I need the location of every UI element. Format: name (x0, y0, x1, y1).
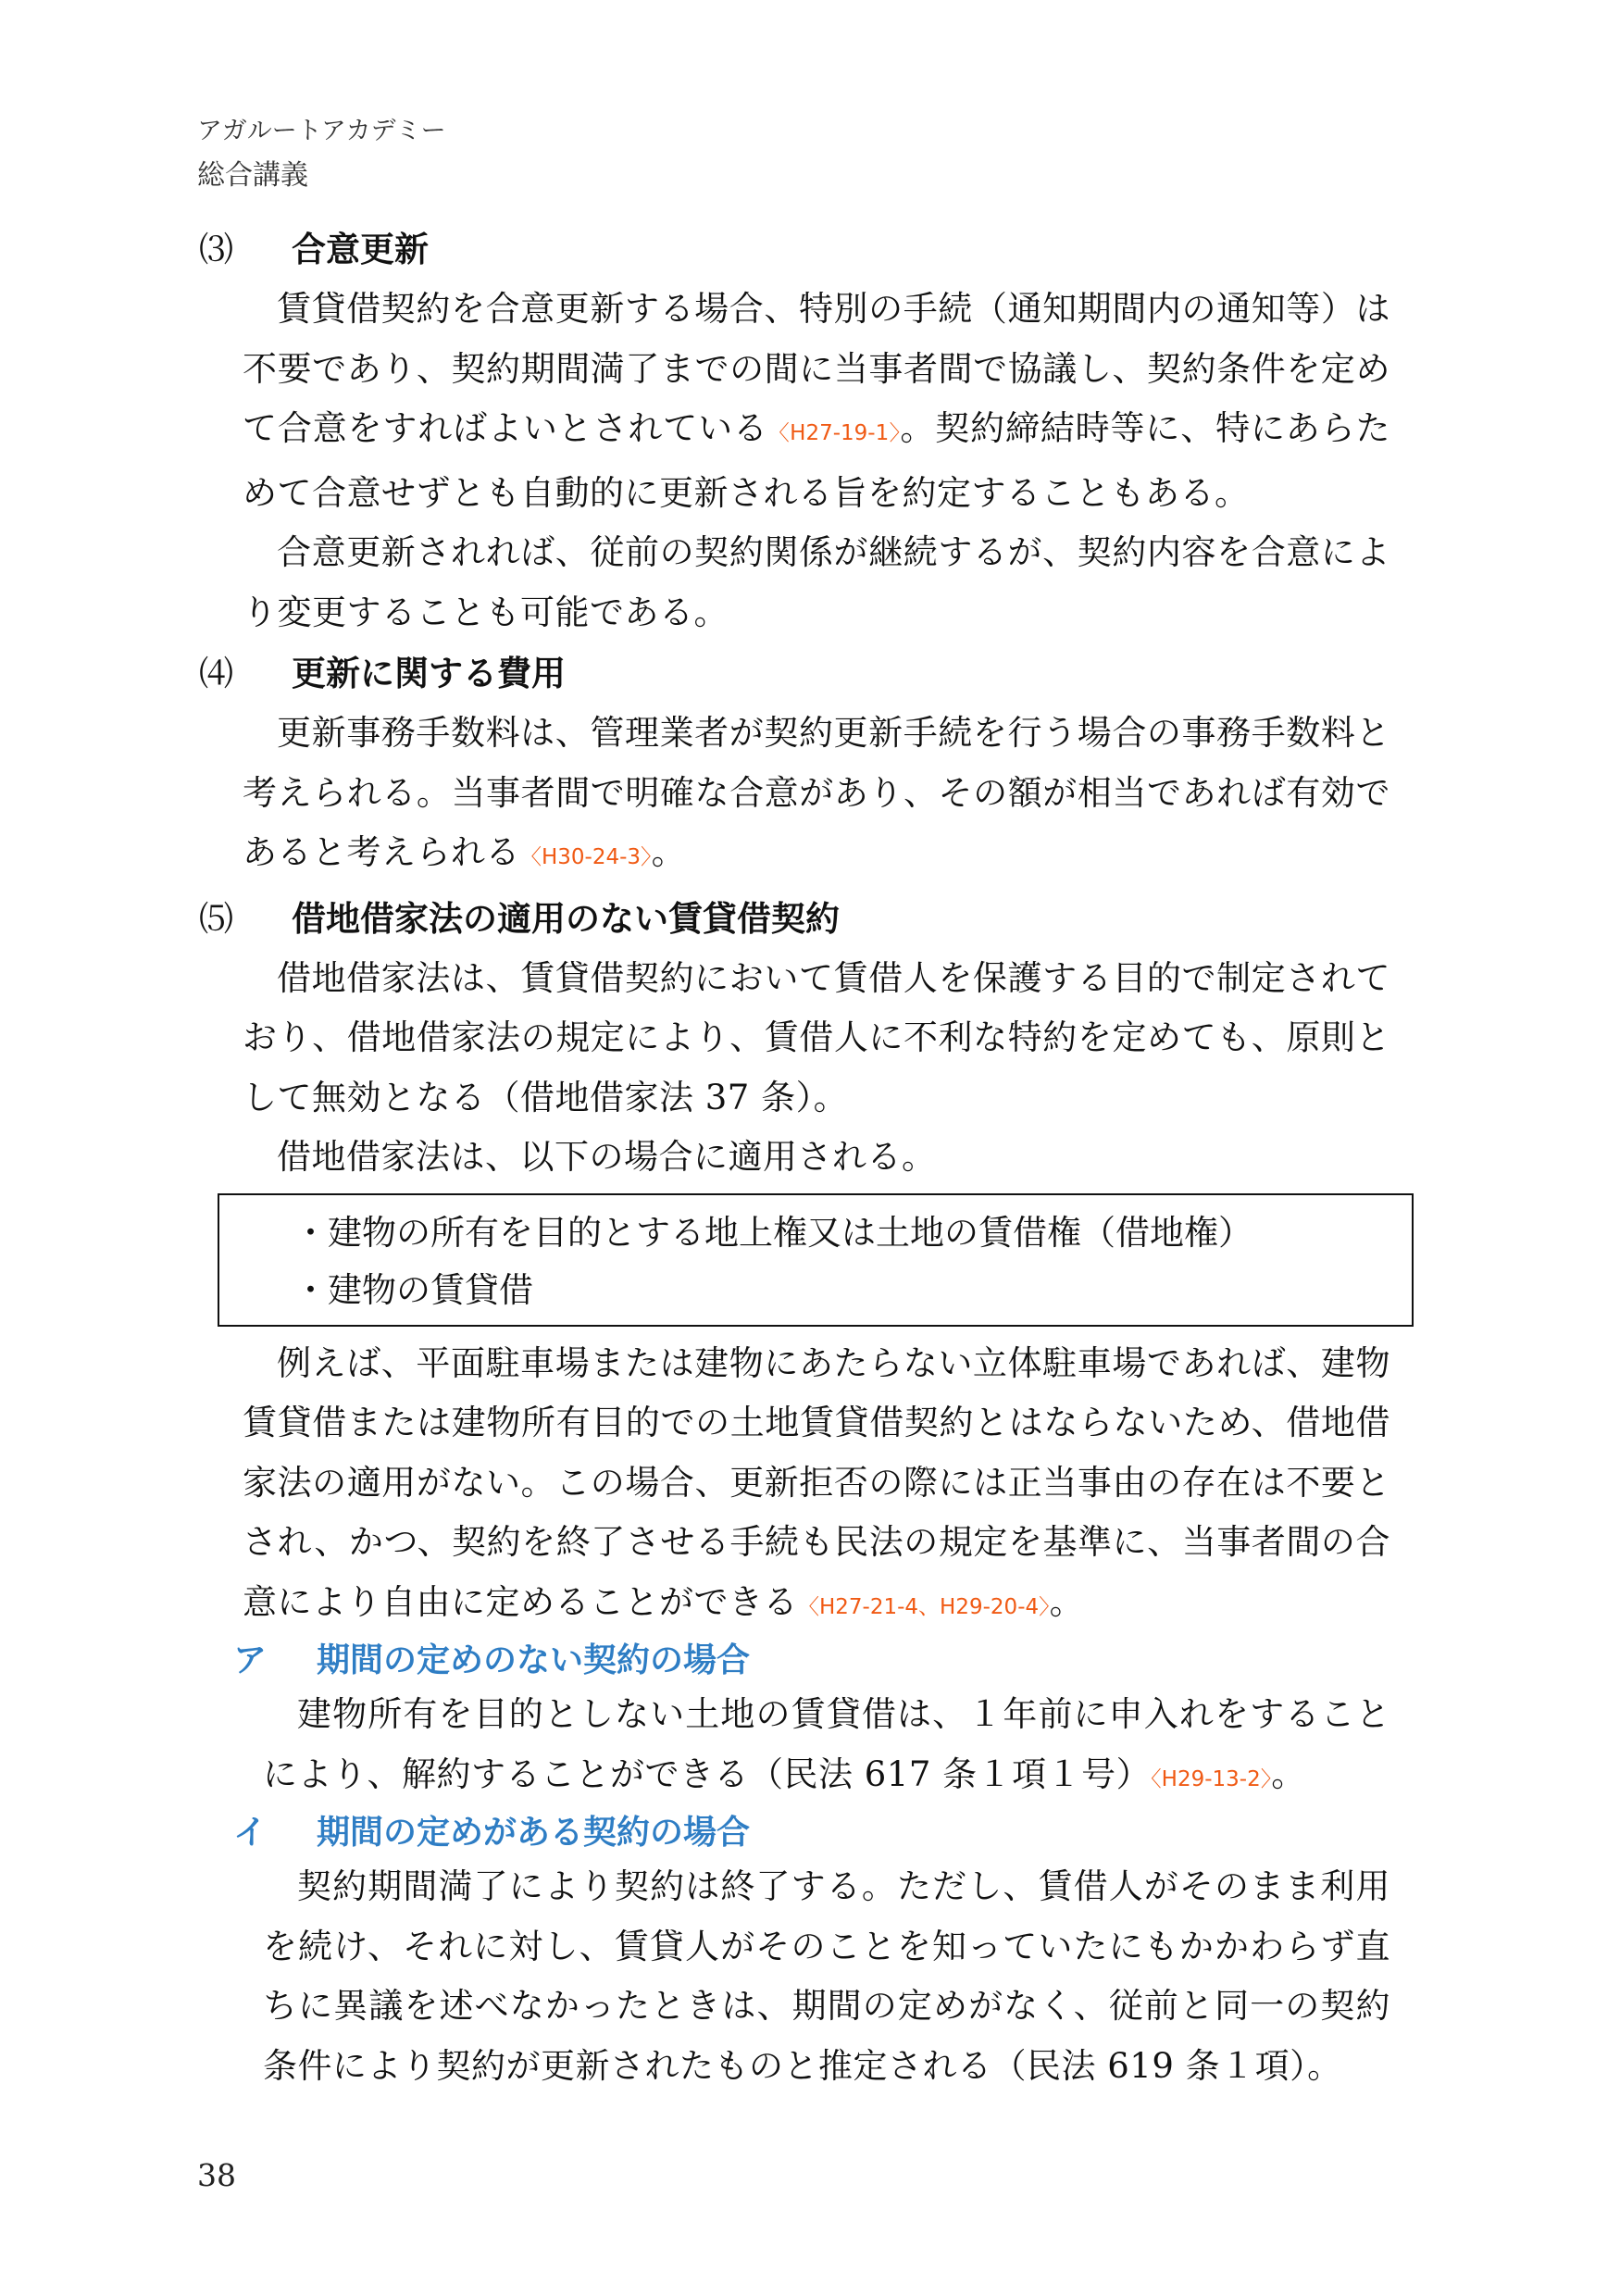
section-4-title: 更新に関する費用 (292, 654, 566, 693)
running-header (197, 109, 446, 198)
subsection-a-title: 期間の定めのない契約の場合 (317, 1641, 751, 1679)
box-item-building-lease: ・建物の賃貸借 (293, 1269, 533, 1310)
subsection-a-heading (233, 1637, 1390, 1685)
subsection-i-heading (233, 1809, 1390, 1857)
subsection-a-paragraph (263, 1685, 1390, 1809)
exam-reference: 〈H27-21-4、H29-20-4〉 (798, 1594, 1050, 1619)
section-5-paragraph-2: 借地借家法は、以下の場合に適用される。 (277, 1137, 937, 1177)
exam-reference: 〈H27-19-1〉 (767, 421, 901, 445)
section-5-p3-text-cont: 。 (1049, 1581, 1085, 1622)
subsection-i-paragraph: 契約期間満了により契約は終了する。ただし、賃借人がそのまま利用を続け、それに対し、賃貸人がそのことを知っていたにもかかわらず直ちに異議を述べなかったときは、期間の定めがなく、従前と同一の契約条件により契約が更新されたものと推定される（民法 619 条１項）。 (263, 1866, 1390, 2086)
section-4-paragraph-1 (243, 704, 1390, 888)
section-3-number: ⑶ (199, 230, 233, 269)
applicability-box (218, 1193, 1414, 1327)
section-3-paragraph-2: 合意更新されれば、従前の契約関係が継続するが、契約内容を合意により変更することも可能である。 (243, 532, 1390, 632)
main-content (199, 218, 1391, 2096)
section-4-p1-text-cont: 。 (651, 832, 687, 872)
section-5-paragraph-3 (243, 1334, 1390, 1638)
publisher-name: アガルートアカデミー (197, 117, 446, 145)
subsection-a-marker: ア (233, 1641, 268, 1679)
subsection-a-text: 建物所有を目的としない土地の賃貸借は、１年前に申入れをすることにより、解約することができる（民法 617 条１項１号） (263, 1694, 1390, 1794)
section-3-paragraph-1 (243, 280, 1390, 523)
section-3-p1-text-cont: 。契約締結時等に、特にあらためて合意せずとも自動的に更新される旨を約定することもある。 (243, 408, 1391, 513)
page-number: 38 (197, 2157, 236, 2193)
subsection-a-text-cont: 。 (1271, 1753, 1306, 1794)
section-4-p1-text: 更新事務手数料は、管理業者が契約更新手続を行う場合の事務手数料と考えられる。当事者間で明確な合意があり、その額が相当であれば有効であると考えられる (243, 713, 1390, 872)
exam-reference: 〈H29-13-2〉 (1151, 1766, 1272, 1791)
course-name: 総合講義 (197, 159, 308, 192)
subsection-i-marker: イ (233, 1814, 268, 1852)
box-item-land-lease: ・建物の所有を目的とする地上権又は土地の賃借権（借地権） (293, 1212, 1252, 1253)
section-5-heading (199, 888, 1390, 949)
section-3-p1-text: 賃貸借契約を合意更新する場合、特別の手続（通知期間内の通知等）は不要であり、契約期間満了までの間に当事者間で協議し、契約条件を定めて合意をすればよいとされている (243, 289, 1390, 448)
section-5-p3-text: 例えば、平面駐車場または建物にあたらない立体駐車場であれば、建物賃貸借または建物所有目的での土地賃貸借契約とはならないため、借地借家法の適用がない。この場合、更新拒否の際には正当事由の存在は不要とされ、かつ、契約を終了させる手続も民法の規定を基準に、当事者間の合意により自由に定めることができる (243, 1342, 1390, 1622)
subsection-i-title: 期間の定めがある契約の場合 (317, 1814, 751, 1852)
section-3-title: 合意更新 (292, 230, 429, 269)
section-5-number: ⑸ (199, 898, 233, 939)
section-3-heading (199, 218, 1390, 280)
exam-reference: 〈H30-24-3〉 (520, 845, 652, 869)
section-4-heading (199, 643, 1390, 704)
section-5-paragraph-1: 借地借家法は、賃貸借契約において賃借人を保護する目的で制定されており、借地借家法の規定により、賃借人に不利な特約を定めても、原則として無効となる（借地借家法 37 条）。 (243, 957, 1390, 1117)
section-5-title: 借地借家法の適用のない賃貸借契約 (292, 898, 840, 939)
section-4-number: ⑷ (199, 654, 233, 693)
